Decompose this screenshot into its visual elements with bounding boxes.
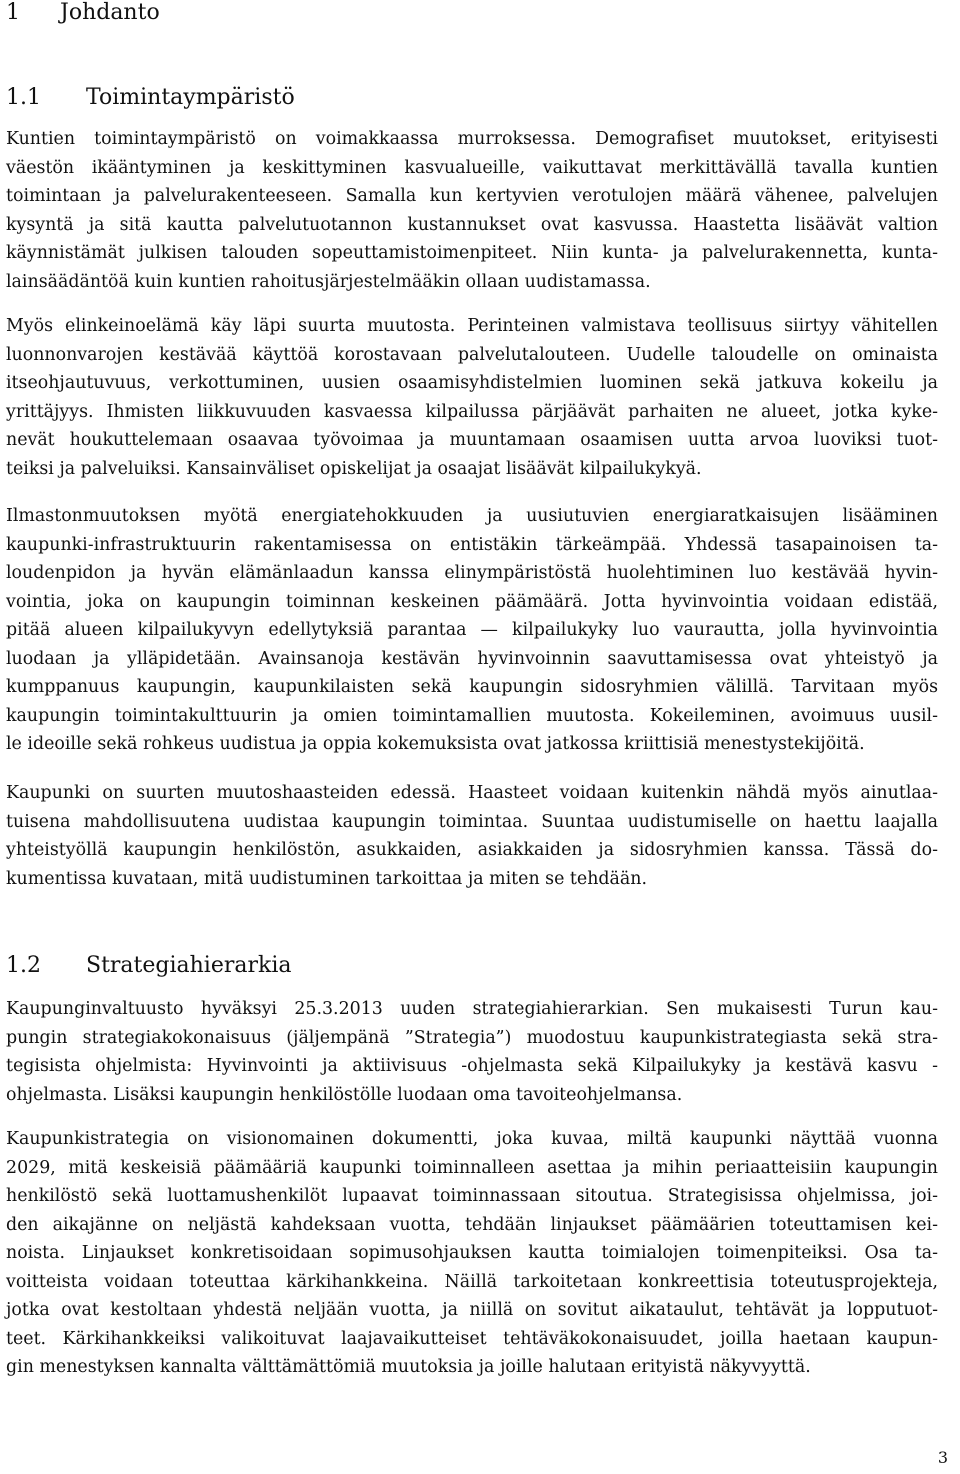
section-title: Toimintaympäristö [86, 85, 295, 110]
text-line: den aikajänne on neljästä kahdeksaan vuotta, tehdään linjaukset päämäärien toteuttamisen kei- [6, 1214, 938, 1235]
text-line: yrittäjyys. Ihmisten liikkuvuuden kasvaessa kilpailussa pärjäävät parhaiten ne alueet, jotka kyke- [6, 401, 938, 422]
text-line: Myös elinkeinoelämä käy läpi suurta muutosta. Perinteinen valmistava teollisuus siirtyy vähitellen [6, 316, 938, 336]
text-line: le ideoille sekä rohkeus uudistua ja oppia kokemuksista ovat jatkossa kriittisiä menestystekijöitä. [6, 734, 865, 754]
section-number: 1.1 [6, 85, 41, 110]
chapter-heading [6, 0, 160, 28]
text-line: yhteistyöllä kaupungin henkilöstön, asukkaiden, asiakkaiden ja sidosryhmien kanssa. Tässä do- [6, 840, 938, 860]
text-line: itseohjautuvuus, verkottuminen, uusien osaamisyhdistelmien luominen sekä jatkuva kokeilu ja [6, 373, 938, 393]
text-line: teet. Kärkihankkeiksi valikoituvat laajavaikutteiset tehtäväkokonaisuudet, joilla haetaan kaupun- [6, 1328, 938, 1349]
text-line: lainsäädäntöä kuin kuntien rahoitusjärjestelmääkin ollaan uudistamassa. [6, 271, 651, 292]
text-line: 2029, mitä keskeisiä päämääriä kaupunki toiminnalleen asettaa ja mihin periaatteisiin kaupungin [6, 1157, 938, 1178]
text-line: kysyntä ja sitä kautta palvelutuotannon kustannukset ovat kasvussa. Haastetta lisäävät valtion [6, 214, 938, 235]
chapter-title: Johdanto [60, 0, 160, 25]
text-line: vointia, joka on kaupungin toiminnan keskeinen päämäärä. Jotta hyvinvointia voidaan edistää, [6, 591, 938, 612]
text-line: teiksi ja palveluiksi. Kansainväliset opiskelijat ja osaajat lisäävät kilpailukykyä. [6, 458, 702, 479]
text-line: pitää alueen kilpailukyvyn edellytyksiä parantaa — kilpailukyky luo vaurautta, jolla hyvinvointia [6, 620, 938, 640]
text-line: kaupunki-infrastruktuurin rakentamisessa on entistäkin tärkeämpää. Yhdessä tasapainoisen ta- [6, 534, 938, 555]
text-line: Ilmastonmuutoksen myötä energiatehokkuuden ja uusiutuvien energiaratkaisujen lisääminen [6, 506, 938, 526]
section-heading-1-2 [6, 951, 292, 981]
text-line: Kaupunginvaltuusto hyväksyi 25.3.2013 uuden strategiahierarkian. Sen mukaisesti Turun kau- [6, 999, 938, 1019]
text-line: luonnonvarojen kestävää käyttöä korostavaan palvelutalouteen. Uudelle taloudelle on ominaista [6, 344, 938, 365]
text-line: gin menestyksen kannalta välttämättömiä muutoksia ja joille halutaan erityistä näkyvyyttä. [6, 1357, 811, 1377]
text-line: kaupungin toimintakulttuurin ja omien toimintamallien muutosta. Kokeileminen, avoimuus uusil- [6, 705, 938, 726]
paragraph [6, 502, 938, 759]
text-line: jotka ovat kestoltaan yhdestä neljään vuotta, ja niillä on sovitut aikataulut, tehtävät ja lopputuot- [6, 1300, 938, 1320]
paragraph [6, 995, 938, 1109]
text-line: kumentissa kuvataan, mitä uudistuminen tarkoittaa ja miten se tehdään. [6, 868, 647, 889]
section-heading-1-1 [6, 83, 295, 113]
text-line: noista. Linjaukset konkretisoidaan sopimusohjauksen kautta toimialojen toimenpiteiksi. Osa ta- [6, 1243, 938, 1263]
text-line: ohjelmasta. Lisäksi kaupungin henkilöstölle luodaan oma tavoiteohjelmansa. [6, 1084, 683, 1105]
text-line: kumppanuus kaupungin, kaupunkilaisten sekä kaupungin sidosryhmien välillä. Tarvitaan myös [6, 677, 938, 697]
text-line: tegisista ohjelmista: Hyvinvointi ja aktiivisuus -ohjelmasta sekä Kilpailukyky ja kestävä kasvu - [6, 1056, 938, 1076]
section-title: Strategiahierarkia [86, 953, 292, 978]
text-line: loudenpidon ja hyvän elämänlaadun kanssa elinympäristöstä huolehtiminen luo kestävää hyvin- [6, 563, 938, 583]
text-line: Kaupunki on suurten muutoshaasteiden edessä. Haasteet voidaan kuitenkin nähdä myös ainutlaa- [6, 783, 938, 803]
text-line: pungin strategiakokonaisuus (jäljempänä ”Strategia”) muodostuu kaupunkistrategiasta sekä stra- [6, 1027, 938, 1048]
chapter-number: 1 [6, 0, 20, 25]
text-line: nevät houkuttelemaan osaavaa työvoimaa ja muuntamaan osaamisen uutta arvoa luoviksi tuot- [6, 430, 938, 450]
section-number: 1.2 [6, 953, 41, 978]
paragraph [6, 1125, 938, 1382]
text-line: luodaan ja ylläpidetään. Avainsanoja kestävän hyvinvoinnin saavuttamisessa ovat yhteistyö ja [6, 648, 938, 669]
page-number: 3 [937, 1448, 948, 1467]
text-line: Kaupunkistrategia on visionomainen dokumentti, joka kuvaa, miltä kaupunki näyttää vuonna [6, 1129, 938, 1149]
text-line: väestön ikääntyminen ja keskittyminen kasvualueille, vaikuttavat merkittävällä tavalla kuntien [6, 157, 938, 178]
text-line: Kuntien toimintaympäristö on voimakkaassa murroksessa. Demografiset muutokset, erityisesti [6, 129, 938, 149]
paragraph [6, 779, 938, 893]
paragraph [6, 312, 938, 483]
text-line: käynnistämät julkisen talouden sopeuttamistoimenpiteet. Niin kunta- ja palvelurakennetta, kunta- [6, 243, 938, 263]
paragraph [6, 125, 938, 296]
text-line: toimintaan ja palvelurakenteeseen. Samalla kun kertyvien verotulojen määrä vähenee, palvelujen [6, 186, 938, 206]
text-line: voitteista voidaan toteuttaa kärkihankkeina. Näillä tarkoitetaan konkreettisia toteutusprojekteja, [6, 1271, 938, 1292]
text-line: henkilöstö sekä luottamushenkilöt lupaavat toiminnassaan sitoutua. Strategisissa ohjelmissa, joi- [6, 1186, 938, 1206]
text-line: tuisena mahdollisuutena uudistaa kaupungin toimintaa. Suuntaa uudistumiselle on haettu laajalla [6, 811, 938, 832]
